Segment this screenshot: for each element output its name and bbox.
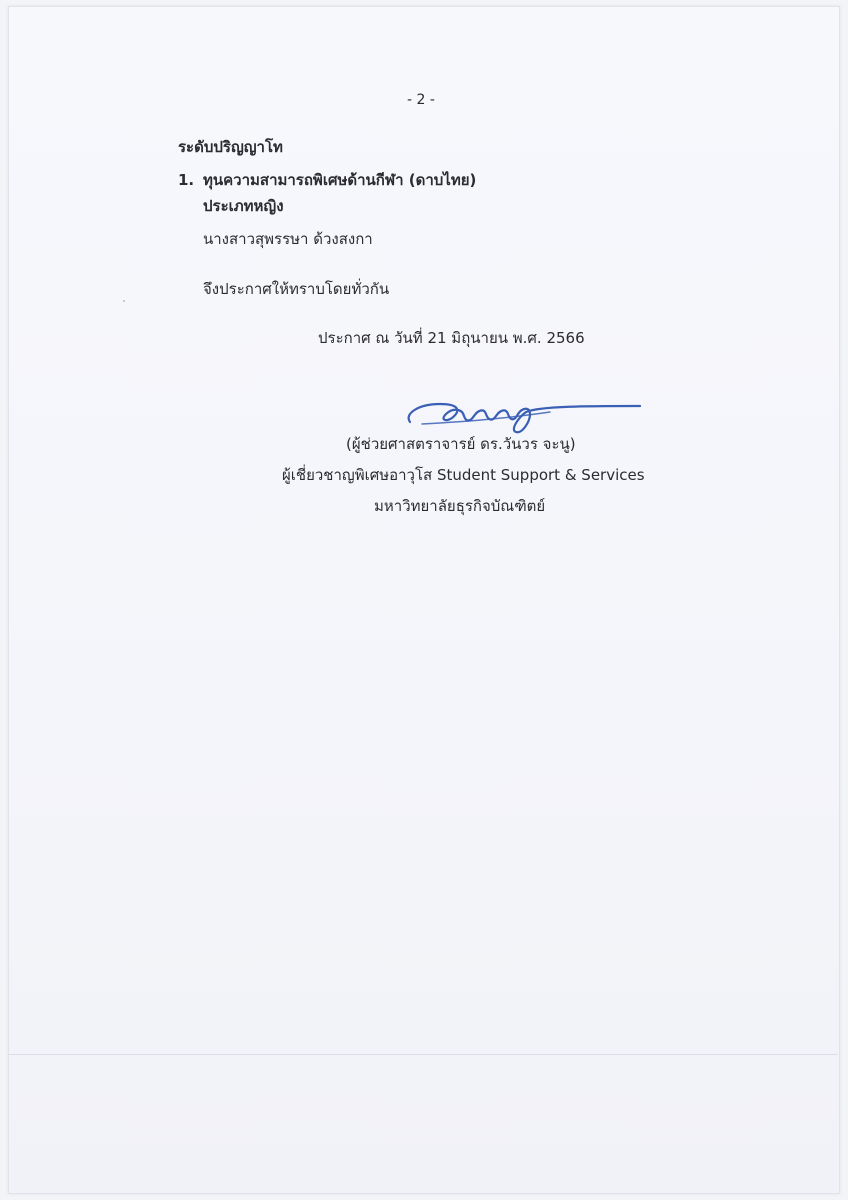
signer-name: (ผู้ช่วยศาสตราจารย์ ดร.วันวร จะนู) xyxy=(346,435,576,453)
page-fold-line xyxy=(8,1054,838,1055)
item-number: 1. xyxy=(178,171,195,189)
paper-speck xyxy=(123,300,125,302)
scholarship-title: ทุนความสามารถพิเศษด้านกีฬา (ดาบไทย) xyxy=(203,171,477,189)
announcement-notice: จึงประกาศให้ทราบโดยทั่วกัน xyxy=(203,280,390,298)
announcement-date: ประกาศ ณ วันที่ 21 มิถุนายน พ.ศ. 2566 xyxy=(318,329,585,347)
signer-position: ผู้เชี่ยวชาญพิเศษอาวุโส Student Support & Services xyxy=(282,466,645,484)
handwritten-signature xyxy=(400,392,645,440)
category-heading: ประเภทหญิง xyxy=(203,197,284,215)
page-number: - 2 - xyxy=(407,92,435,108)
recipient-name: นางสาวสุพรรษา ด้วงสงกา xyxy=(203,230,373,248)
degree-level-heading: ระดับปริญญาโท xyxy=(178,138,283,156)
signer-organization: มหาวิทยาลัยธุรกิจบัณฑิตย์ xyxy=(374,497,546,515)
